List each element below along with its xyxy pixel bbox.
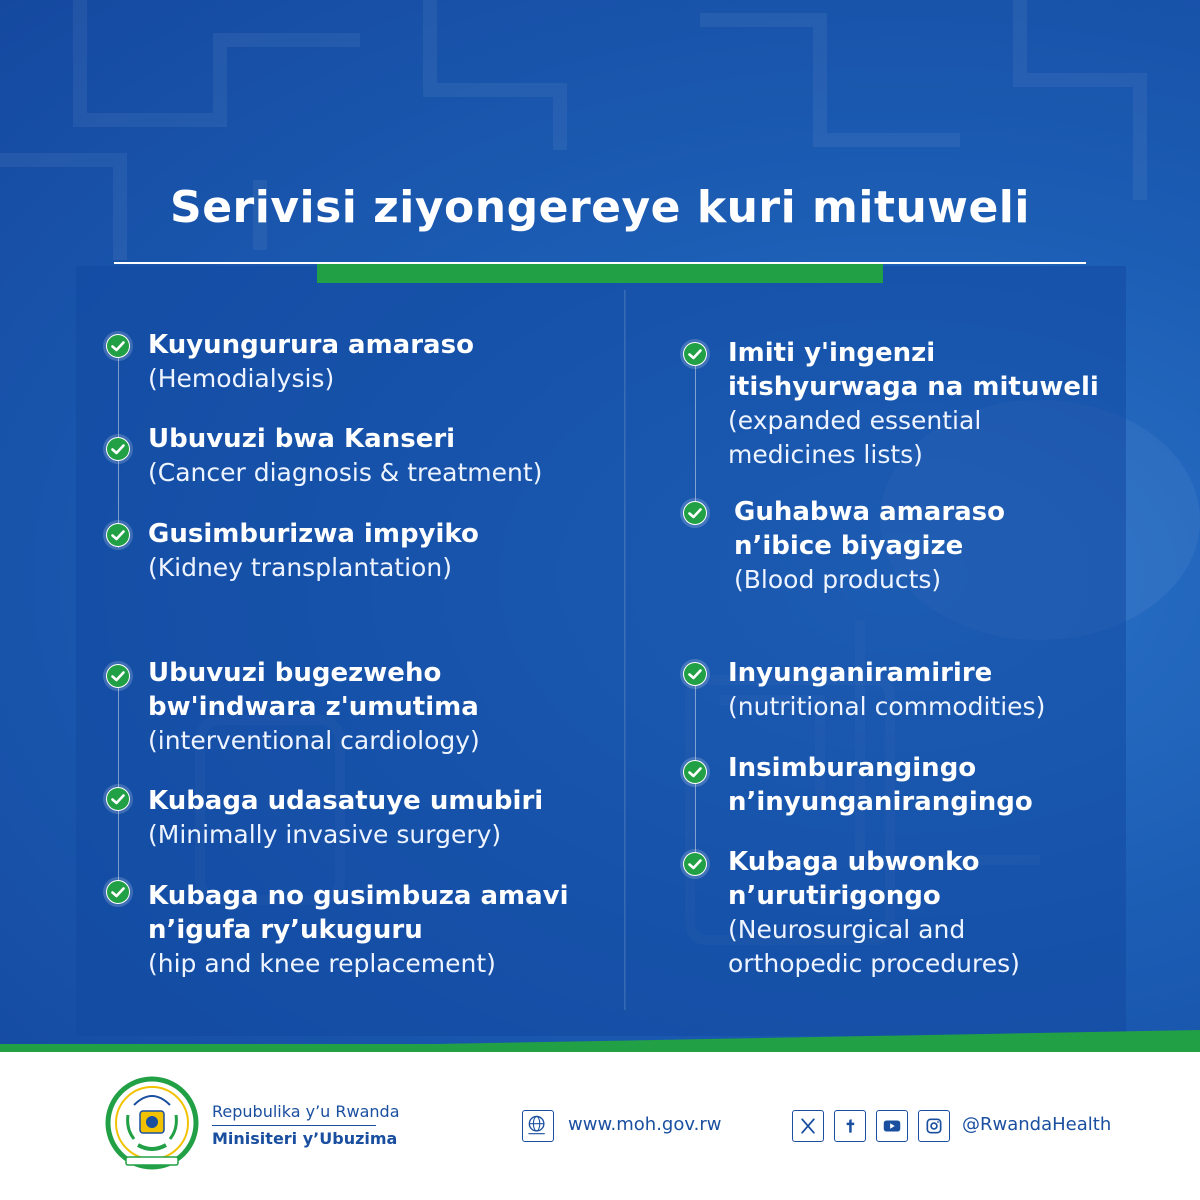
column-divider xyxy=(624,290,626,1010)
page-title: Serivisi ziyongereye kuri mituweli xyxy=(170,182,1030,233)
service-label: Ubuvuzi bwa Kanseri xyxy=(148,424,456,454)
org-name-line2: Minisiteri y’Ubuzima xyxy=(212,1129,398,1148)
service-label: Ubuvuzi bugezweho xyxy=(148,658,442,688)
service-sub: orthopedic procedures) xyxy=(728,949,1020,978)
service-label: itishyurwaga na mituweli xyxy=(728,372,1099,402)
instagram-icon[interactable] xyxy=(918,1110,950,1142)
check-icon xyxy=(106,437,130,461)
service-sub: (Neurosurgical and xyxy=(728,915,966,944)
org-divider xyxy=(212,1125,376,1126)
service-label: Kubaga no gusimbuza amavi xyxy=(148,881,569,911)
service-sub: (Minimally invasive surgery) xyxy=(148,820,502,849)
website-link[interactable]: www.moh.gov.rw xyxy=(568,1114,722,1135)
service-sub: (expanded essential xyxy=(728,406,982,435)
check-icon xyxy=(106,664,130,688)
service-label: Gusimburizwa impyiko xyxy=(148,519,479,549)
service-sub: (nutritional commodities) xyxy=(728,692,1046,721)
service-label: n’urutirigongo xyxy=(728,881,941,911)
service-sub: (Kidney transplantation) xyxy=(148,553,452,582)
check-icon xyxy=(683,852,707,876)
service-sub: (Blood products) xyxy=(734,565,942,594)
check-icon xyxy=(106,334,130,358)
org-name-line1: Repubulika y’u Rwanda xyxy=(212,1102,400,1121)
check-icon xyxy=(683,662,707,686)
service-label: n’inyunganirangingo xyxy=(728,787,1033,817)
service-label: Imiti y'ingenzi xyxy=(728,338,936,368)
service-label: Kuyungurura amaraso xyxy=(148,330,474,360)
check-icon xyxy=(683,501,707,525)
facebook-icon[interactable] xyxy=(834,1110,866,1142)
service-sub: (hip and knee replacement) xyxy=(148,949,496,978)
service-sub: (interventional cardiology) xyxy=(148,726,480,755)
service-label: Kubaga udasatuye umubiri xyxy=(148,786,544,816)
check-icon xyxy=(683,342,707,366)
service-label: Guhabwa amaraso xyxy=(734,497,1006,527)
green-accent-band xyxy=(0,1044,1200,1052)
service-sub: (Cancer diagnosis & treatment) xyxy=(148,458,543,487)
coat-of-arms-icon xyxy=(104,1065,200,1185)
title-accent-bar xyxy=(317,264,883,283)
timeline-line-right-top xyxy=(695,366,696,516)
service-label: Insimburangingo xyxy=(728,753,977,783)
x-icon[interactable] xyxy=(792,1110,824,1142)
service-label: bw'indwara z'umutima xyxy=(148,692,479,722)
globe-icon[interactable] xyxy=(522,1110,554,1142)
check-icon xyxy=(106,880,130,904)
check-icon xyxy=(106,787,130,811)
youtube-icon[interactable] xyxy=(876,1110,908,1142)
service-label: n’ibice biyagize xyxy=(734,531,964,561)
service-label: n’igufa ry’ukuguru xyxy=(148,915,423,945)
service-label: Kubaga ubwonko xyxy=(728,847,980,877)
social-handle[interactable]: @RwandaHealth xyxy=(962,1114,1112,1135)
service-sub: medicines lists) xyxy=(728,440,923,469)
check-icon xyxy=(683,760,707,784)
service-sub: (Hemodialysis) xyxy=(148,364,335,393)
check-icon xyxy=(106,523,130,547)
service-label: Inyunganiramirire xyxy=(728,658,993,688)
